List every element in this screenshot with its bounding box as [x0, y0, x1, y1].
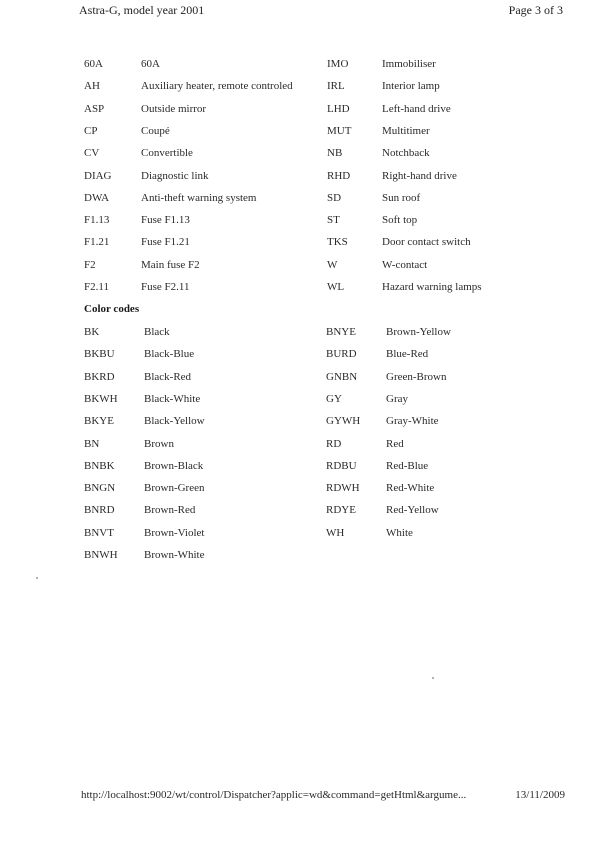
description-left: Brown [144, 437, 174, 450]
description-left: Convertible [141, 147, 193, 160]
abbreviation-row [0, 257, 611, 273]
code-right: WL [327, 281, 345, 293]
description-right: Soft top [382, 214, 418, 227]
code-left: BNWH [84, 549, 118, 561]
description-left: Outside mirror [141, 102, 207, 115]
description-left: Brown-Black [144, 459, 204, 472]
code-left: BNRD [84, 504, 115, 517]
code-left: F1.21 [84, 236, 110, 249]
description-left: Brown-White [144, 549, 205, 561]
description-left: Brown-Red [144, 504, 196, 517]
code-left: BK [84, 326, 100, 338]
description-left: Black-Blue [144, 348, 195, 361]
description-right: Gray [386, 392, 408, 405]
description-left: Black-Yellow [144, 415, 205, 428]
code-right: BURD [326, 348, 357, 361]
description-left: 60A [141, 58, 160, 70]
abbreviation-row [0, 78, 611, 94]
description-left: Fuse F1.21 [141, 236, 190, 249]
description-right: Interior lamp [382, 80, 440, 93]
description-right: Gray-White [386, 415, 439, 428]
color-code-row [0, 346, 611, 362]
description-right: Red [386, 437, 404, 450]
abbreviation-row [0, 234, 611, 250]
description-right: Immobiliser [382, 58, 436, 70]
code-right: RDYE [326, 504, 356, 517]
code-right: GY [326, 392, 342, 405]
color-code-row [0, 436, 611, 452]
code-right: RDWH [326, 482, 360, 495]
code-left: 60A [84, 58, 103, 70]
description-left: Black [144, 326, 170, 338]
description-right: Blue-Red [386, 348, 429, 361]
page-footer [81, 789, 565, 805]
description-left: Black-Red [144, 370, 192, 383]
abbreviation-row [0, 145, 611, 161]
code-right: IRL [327, 80, 345, 93]
description-right: Brown-Yellow [386, 326, 451, 338]
description-left: Brown-Violet [144, 526, 205, 539]
code-left: F2 [84, 258, 96, 271]
description-right: Red-Blue [386, 459, 429, 472]
abbreviation-row [0, 101, 611, 117]
code-left: BNBK [84, 459, 115, 472]
code-left: BKBU [84, 348, 115, 361]
abbreviation-row [0, 168, 611, 184]
color-code-row [0, 324, 611, 340]
description-right: Green-Brown [386, 370, 447, 383]
page-header [79, 3, 563, 19]
code-right: GNBN [326, 370, 358, 383]
code-right: W [327, 258, 338, 271]
code-right: ST [327, 214, 340, 227]
description-right: Hazard warning lamps [382, 281, 482, 293]
abbreviation-row [0, 56, 611, 72]
color-code-row [0, 480, 611, 496]
code-right: GYWH [326, 415, 361, 428]
scan-speck [36, 577, 38, 579]
code-left: DWA [84, 191, 110, 204]
code-left: DIAG [84, 169, 112, 182]
abbreviation-row [0, 279, 611, 295]
color-code-row [0, 413, 611, 429]
scan-speck [432, 677, 434, 679]
code-right: LHD [327, 102, 350, 115]
code-right: MUT [327, 124, 352, 137]
color-codes-heading: Color codes [84, 303, 140, 315]
description-left: Coupé [141, 124, 170, 137]
description-right: Left-hand drive [382, 102, 451, 115]
code-left: F2.11 [84, 281, 109, 293]
document-title: Astra-G, model year 2001 [79, 3, 205, 17]
code-left: CV [84, 147, 100, 160]
description-left: Fuse F1.13 [141, 214, 190, 227]
code-right: SD [327, 191, 342, 204]
description-right: Right-hand drive [382, 169, 457, 182]
code-left: ASP [84, 102, 105, 115]
description-left: Anti-theft warning system [141, 191, 257, 204]
code-left: BNGN [84, 482, 116, 495]
description-right: White [386, 526, 413, 539]
code-left: BKWH [84, 392, 118, 405]
code-left: BNVT [84, 526, 114, 539]
color-code-row [0, 525, 611, 541]
code-right: RHD [327, 169, 351, 182]
description-right: Sun roof [382, 191, 421, 204]
color-code-row [0, 391, 611, 407]
color-code-row [0, 458, 611, 474]
abbreviation-row [0, 123, 611, 139]
code-right: TKS [327, 236, 348, 249]
code-left: BN [84, 437, 100, 450]
description-left: Diagnostic link [141, 169, 209, 182]
code-left: AH [84, 80, 100, 93]
description-right: Door contact switch [382, 236, 471, 249]
color-code-row [0, 547, 611, 563]
description-left: Brown-Green [144, 482, 205, 495]
description-right: Red-White [386, 482, 435, 495]
code-right: IMO [327, 58, 349, 70]
page-number: Page 3 of 3 [508, 3, 563, 17]
code-left: BKRD [84, 370, 115, 383]
code-right: NB [327, 147, 343, 160]
code-left: CP [84, 124, 98, 137]
description-left: Black-White [144, 392, 201, 405]
code-left: BKYE [84, 415, 114, 428]
abbreviation-row [0, 190, 611, 206]
description-right: Red-Yellow [386, 504, 439, 517]
description-left: Auxiliary heater, remote controled [141, 80, 293, 93]
description-right: Notchback [382, 147, 430, 160]
description-left: Fuse F2.11 [141, 281, 190, 293]
description-right: W-contact [382, 258, 428, 271]
description-left: Main fuse F2 [141, 258, 200, 271]
abbreviation-row [0, 212, 611, 228]
code-right: RD [326, 437, 342, 450]
color-code-row [0, 502, 611, 518]
footer-url: http://localhost:9002/wt/control/Dispatcher?applic=wd&command=getHtml&argume... [81, 789, 467, 801]
description-right: Multitimer [382, 124, 430, 137]
footer-date: 13/11/2009 [515, 789, 565, 801]
code-left: F1.13 [84, 214, 110, 227]
color-code-row [0, 369, 611, 385]
code-right: BNYE [326, 326, 356, 338]
code-right: RDBU [326, 459, 357, 472]
code-right: WH [326, 526, 345, 539]
